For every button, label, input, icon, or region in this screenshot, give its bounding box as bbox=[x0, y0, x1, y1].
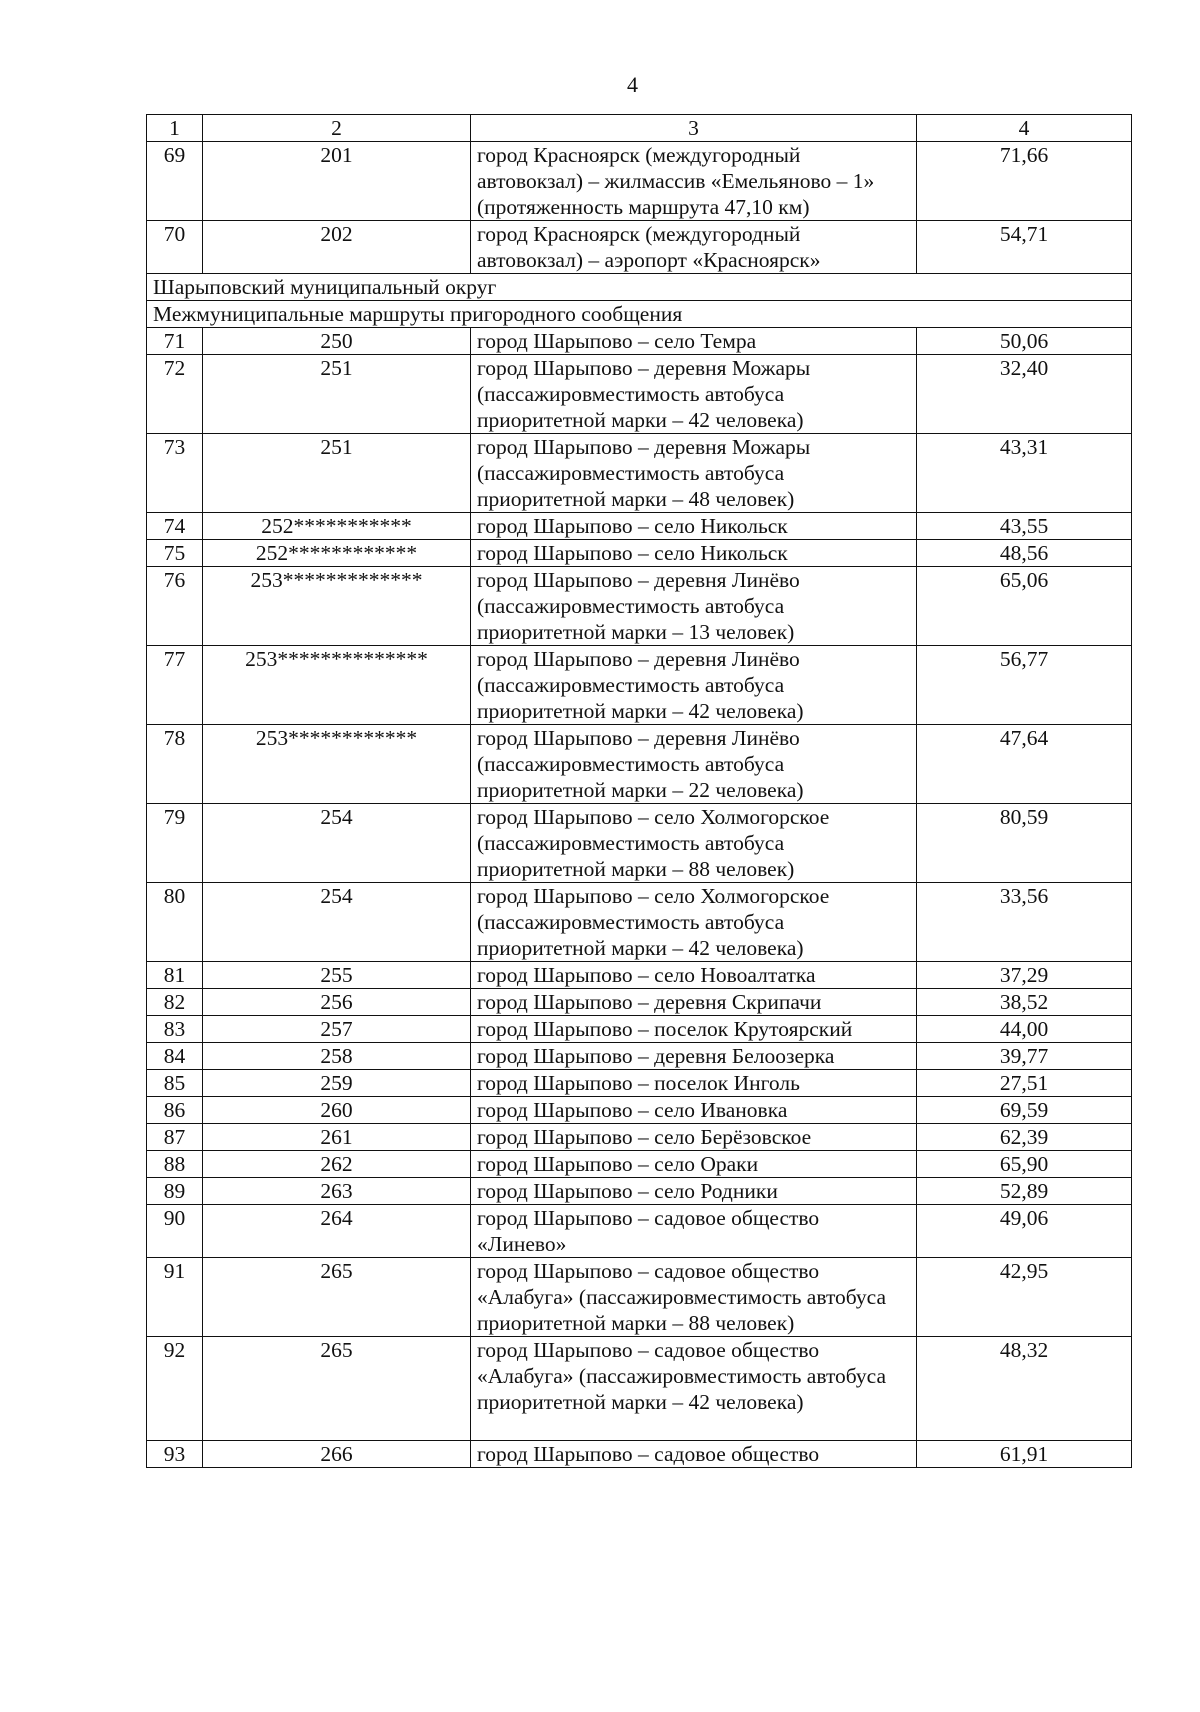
route-name: город Шарыпово – садовое общество bbox=[471, 1441, 917, 1468]
route-number: 250 bbox=[203, 328, 471, 355]
route-number: 251 bbox=[203, 355, 471, 434]
table-row bbox=[147, 1205, 1132, 1258]
table-row bbox=[147, 725, 1132, 804]
table-row bbox=[147, 513, 1132, 540]
route-number: 201 bbox=[203, 142, 471, 221]
route-number: 265 bbox=[203, 1337, 471, 1441]
row-number: 69 bbox=[147, 142, 203, 221]
table-row bbox=[147, 1070, 1132, 1097]
route-value: 54,71 bbox=[917, 221, 1132, 274]
route-value: 48,32 bbox=[917, 1337, 1132, 1441]
row-number: 82 bbox=[147, 989, 203, 1016]
route-number: 202 bbox=[203, 221, 471, 274]
route-name: город Шарыпово – село Темра bbox=[471, 328, 917, 355]
routes-table-body bbox=[147, 115, 1132, 1468]
row-number: 92 bbox=[147, 1337, 203, 1441]
route-value: 33,56 bbox=[917, 883, 1132, 962]
row-number: 91 bbox=[147, 1258, 203, 1337]
row-number: 90 bbox=[147, 1205, 203, 1258]
route-name: город Шарыпово – село Ораки bbox=[471, 1151, 917, 1178]
route-value: 49,06 bbox=[917, 1205, 1132, 1258]
route-value: 39,77 bbox=[917, 1043, 1132, 1070]
header-cell-3: 3 bbox=[471, 115, 917, 142]
route-number: 251 bbox=[203, 434, 471, 513]
header-row bbox=[147, 115, 1132, 142]
route-number: 256 bbox=[203, 989, 471, 1016]
table-row bbox=[147, 1178, 1132, 1205]
table-row bbox=[147, 434, 1132, 513]
row-number: 80 bbox=[147, 883, 203, 962]
route-value: 65,90 bbox=[917, 1151, 1132, 1178]
section-title: Межмуниципальные маршруты пригородного сообщения bbox=[147, 301, 1132, 328]
route-name: город Шарыпово – село Никольск bbox=[471, 540, 917, 567]
row-number: 85 bbox=[147, 1070, 203, 1097]
route-name: город Шарыпово – поселок Крутоярский bbox=[471, 1016, 917, 1043]
route-name: город Шарыпово – село Холмогорское (пассажировместимость автобуса приоритетной марки – 88 человек) bbox=[471, 804, 917, 883]
route-name: город Шарыпово – село Ивановка bbox=[471, 1097, 917, 1124]
route-value: 42,95 bbox=[917, 1258, 1132, 1337]
table-row bbox=[147, 1097, 1132, 1124]
table-row bbox=[147, 646, 1132, 725]
route-name: город Шарыпово – поселок Инголь bbox=[471, 1070, 917, 1097]
route-name: город Красноярск (междугородный автовокзал) – аэропорт «Красноярск» bbox=[471, 221, 917, 274]
header-cell-4: 4 bbox=[917, 115, 1132, 142]
route-name: город Шарыпово – деревня Белоозерка bbox=[471, 1043, 917, 1070]
table-row bbox=[147, 1258, 1132, 1337]
table-row bbox=[147, 1124, 1132, 1151]
route-number: 261 bbox=[203, 1124, 471, 1151]
route-number: 264 bbox=[203, 1205, 471, 1258]
route-value: 38,52 bbox=[917, 989, 1132, 1016]
row-number: 84 bbox=[147, 1043, 203, 1070]
route-value: 56,77 bbox=[917, 646, 1132, 725]
route-value: 43,55 bbox=[917, 513, 1132, 540]
row-number: 71 bbox=[147, 328, 203, 355]
route-name: город Шарыпово – село Холмогорское (пассажировместимость автобуса приоритетной марки – 42 человека) bbox=[471, 883, 917, 962]
row-number: 76 bbox=[147, 567, 203, 646]
route-name: город Шарыпово – деревня Линёво (пассажировместимость автобуса приоритетной марки – 22 человека) bbox=[471, 725, 917, 804]
route-number: 260 bbox=[203, 1097, 471, 1124]
route-number: 255 bbox=[203, 962, 471, 989]
table-row bbox=[147, 1043, 1132, 1070]
table-row bbox=[147, 142, 1132, 221]
table-row bbox=[147, 540, 1132, 567]
row-number: 70 bbox=[147, 221, 203, 274]
route-number: 254 bbox=[203, 804, 471, 883]
row-number: 78 bbox=[147, 725, 203, 804]
route-name: город Шарыпово – деревня Линёво (пассажировместимость автобуса приоритетной марки – 13 человек) bbox=[471, 567, 917, 646]
route-name: город Красноярск (междугородный автовокзал) – жилмассив «Емельяново – 1» (протяженность маршрута 47,10 км) bbox=[471, 142, 917, 221]
row-number: 74 bbox=[147, 513, 203, 540]
row-number: 72 bbox=[147, 355, 203, 434]
route-value: 44,00 bbox=[917, 1016, 1132, 1043]
row-number: 93 bbox=[147, 1441, 203, 1468]
route-value: 80,59 bbox=[917, 804, 1132, 883]
row-number: 86 bbox=[147, 1097, 203, 1124]
table-row bbox=[147, 804, 1132, 883]
row-number: 75 bbox=[147, 540, 203, 567]
section-row bbox=[147, 274, 1132, 301]
row-number: 89 bbox=[147, 1178, 203, 1205]
route-value: 62,39 bbox=[917, 1124, 1132, 1151]
table-row bbox=[147, 1337, 1132, 1441]
route-value: 27,51 bbox=[917, 1070, 1132, 1097]
route-value: 32,40 bbox=[917, 355, 1132, 434]
route-name: город Шарыпово – село Берёзовское bbox=[471, 1124, 917, 1151]
header-cell-2: 2 bbox=[203, 115, 471, 142]
row-number: 88 bbox=[147, 1151, 203, 1178]
route-number: 265 bbox=[203, 1258, 471, 1337]
route-name: город Шарыпово – деревня Можары (пассажировместимость автобуса приоритетной марки – 42 человека) bbox=[471, 355, 917, 434]
route-number: 259 bbox=[203, 1070, 471, 1097]
table-row bbox=[147, 883, 1132, 962]
table-row bbox=[147, 1441, 1132, 1468]
route-number: 266 bbox=[203, 1441, 471, 1468]
table-row bbox=[147, 1016, 1132, 1043]
route-name: город Шарыпово – садовое общество «Линево» bbox=[471, 1205, 917, 1258]
route-number: 253************* bbox=[203, 567, 471, 646]
page-number: 4 bbox=[627, 72, 638, 97]
table-row bbox=[147, 221, 1132, 274]
row-number: 73 bbox=[147, 434, 203, 513]
row-number: 87 bbox=[147, 1124, 203, 1151]
row-number: 79 bbox=[147, 804, 203, 883]
route-value: 37,29 bbox=[917, 962, 1132, 989]
route-number: 254 bbox=[203, 883, 471, 962]
route-number: 253************** bbox=[203, 646, 471, 725]
route-value: 65,06 bbox=[917, 567, 1132, 646]
section-row bbox=[147, 301, 1132, 328]
routes-table bbox=[146, 114, 1132, 1468]
route-number: 257 bbox=[203, 1016, 471, 1043]
route-name: город Шарыпово – село Новоалтатка bbox=[471, 962, 917, 989]
route-number: 252*********** bbox=[203, 513, 471, 540]
route-value: 50,06 bbox=[917, 328, 1132, 355]
table-row bbox=[147, 1151, 1132, 1178]
route-value: 71,66 bbox=[917, 142, 1132, 221]
header-cell-1: 1 bbox=[147, 115, 203, 142]
route-name: город Шарыпово – село Родники bbox=[471, 1178, 917, 1205]
route-name: город Шарыпово – деревня Можары (пассажировместимость автобуса приоритетной марки – 48 человек) bbox=[471, 434, 917, 513]
route-value: 61,91 bbox=[917, 1441, 1132, 1468]
row-number: 77 bbox=[147, 646, 203, 725]
route-value: 43,31 bbox=[917, 434, 1132, 513]
route-number: 258 bbox=[203, 1043, 471, 1070]
route-name: город Шарыпово – деревня Линёво (пассажировместимость автобуса приоритетной марки – 42 человека) bbox=[471, 646, 917, 725]
route-number: 252************ bbox=[203, 540, 471, 567]
route-value: 52,89 bbox=[917, 1178, 1132, 1205]
route-number: 263 bbox=[203, 1178, 471, 1205]
route-name: город Шарыпово – садовое общество «Алабуга» (пассажировместимость автобуса приоритетной марки – 42 человека) bbox=[471, 1337, 917, 1441]
route-value: 47,64 bbox=[917, 725, 1132, 804]
route-number: 253************ bbox=[203, 725, 471, 804]
table-row bbox=[147, 962, 1132, 989]
route-value: 48,56 bbox=[917, 540, 1132, 567]
table-row bbox=[147, 355, 1132, 434]
table-row bbox=[147, 989, 1132, 1016]
table-row bbox=[147, 328, 1132, 355]
route-number: 262 bbox=[203, 1151, 471, 1178]
table-row bbox=[147, 567, 1132, 646]
row-number: 81 bbox=[147, 962, 203, 989]
route-name: город Шарыпово – садовое общество «Алабуга» (пассажировместимость автобуса приоритетной марки – 88 человек) bbox=[471, 1258, 917, 1337]
row-number: 83 bbox=[147, 1016, 203, 1043]
route-name: город Шарыпово – деревня Скрипачи bbox=[471, 989, 917, 1016]
route-value: 69,59 bbox=[917, 1097, 1132, 1124]
section-title: Шарыповский муниципальный округ bbox=[147, 274, 1132, 301]
route-name: город Шарыпово – село Никольск bbox=[471, 513, 917, 540]
